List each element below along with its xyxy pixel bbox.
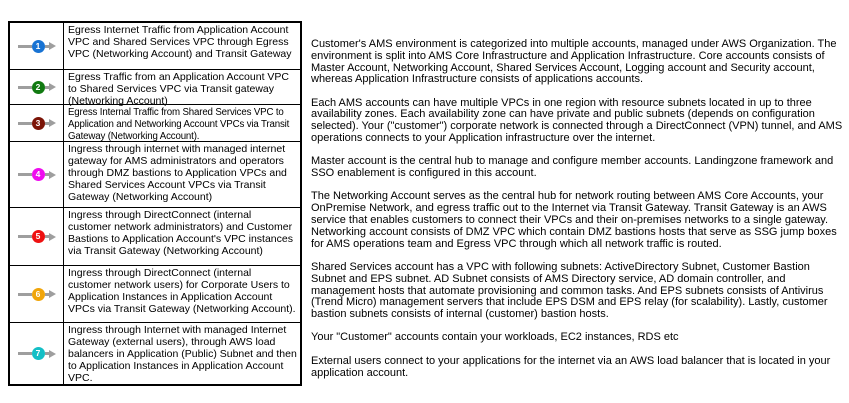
legend-description: Ingress through internet with managed internet gateway for AMS administrators and operators through DMZ bastions to Application VPCs and Shared Services Account VPCs via Transit Gateway (Networking Account) [68, 143, 287, 203]
traffic-legend-table [8, 21, 302, 386]
overview-paragraph: Master account is the central hub to manage and configure member accounts. Landingzone framework and SSO enablement is configured in this account. [311, 155, 834, 180]
legend-description: Egress Traffic from an Application Account VPC to Shared Services VPC via Transit gateway (Networking Account) [68, 71, 289, 107]
arrow-head [49, 290, 56, 298]
legend-row [10, 23, 300, 70]
overview-paragraph: Customer's AMS environment is categorized into multiple accounts, managed under AWS Organization. The environment is split into AMS Core Infrastructure and Application Infrastructure. Core accounts consists of Master Account, Networking Account, Shared Services Account, Logging account and Security account, whereas Application Infrastructure consists of applications accounts. [311, 38, 837, 86]
flow-arrow-icon [18, 347, 56, 360]
arrow-head [49, 350, 56, 358]
arrow-head [49, 233, 56, 241]
arrow-tail [18, 352, 32, 355]
legend-row [10, 266, 300, 323]
arrow-tail [18, 173, 32, 176]
overview-paragraph: External users connect to your applications for the internet via an AWS load balancer that is located in your application account. [311, 354, 831, 379]
legend-row [10, 105, 300, 142]
arrow-head [49, 83, 56, 91]
step-number-badge: 6 [32, 288, 45, 301]
arrow-tail [18, 86, 32, 89]
legend-description: Ingress through Internet with managed Internet Gateway (external users), through AWS load balancers in Application (Public) Subnet and then to Application Instances in Application Account VPC. [68, 324, 297, 384]
flow-arrow-icon [18, 288, 56, 301]
legend-icon-cell [10, 23, 64, 69]
arrow-tail [18, 293, 32, 296]
flow-arrow-icon [18, 40, 56, 53]
legend-icon-cell [10, 142, 64, 207]
arrow-tail [18, 122, 32, 125]
legend-description: Egress Internet Traffic from Application Account VPC and Shared Services VPC through Egress VPC (Networking Account) and Transit Gateway [68, 24, 292, 60]
overview-paragraph: Shared Services account has a VPC with following subnets: ActiveDirectory Subnet, Customer Bastion Subnet and EPS subnet. AD Subnet consists of AMS Directory service, AD domain controller, and management hosts that automate provisioning and common tasks. And EPS subnets consists of Antivirus (Trend Micro) management servers that include EPS DSM and EPS relay (for scalability). Lastly, customer bastion subnets consists of internal (customer) bastion hosts. [311, 260, 828, 321]
flow-arrow-icon [18, 81, 56, 94]
arrow-tail [18, 45, 32, 48]
legend-icon-cell [10, 323, 64, 384]
legend-icon-cell [10, 208, 64, 265]
legend-icon-cell [10, 70, 64, 104]
legend-description: Ingress through DirectConnect (internal customer network administrators) and Customer Bastions to Application Account's VPC instances via Transit Gateway (Networking Account) [68, 209, 293, 257]
overview-paragraph: The Networking Account serves as the central hub for network routing between AMS Core Accounts, your OnPremise Network, and egress traffic out to the Internet via Transit Gateway. Transit Gateway is an AWS service that enables customers to connect their VPCs and their on-premises networks to a single gateway. Networking account consists of DMZ VPC which contain DMZ bastions hosts that serve as SSG jump boxes for AMS operations team and Egress VPC through which all network traffic is routed. [311, 190, 837, 250]
legend-row [10, 208, 300, 266]
step-number-badge: 5 [32, 230, 45, 243]
arrow-head [49, 42, 56, 50]
legend-icon-cell [10, 266, 64, 322]
arrow-head [49, 119, 56, 127]
step-number-badge: 3 [32, 117, 45, 130]
overview-paragraph: Each AMS accounts can have multiple VPCs in one region with resource subnets located in up to three availability zones. Each availability zone can have private and public subnets (depends on configuration selected). Your ("customer") corporate network is connected through a DirectConnect (VPN) tunnel, and AMS operations connects to your Application infrastructure over the internet. [311, 96, 843, 145]
legend-row [10, 142, 300, 208]
flow-arrow-icon [18, 230, 56, 243]
step-number-badge: 4 [32, 168, 45, 181]
overview-paragraph: Your "Customer" accounts contain your workloads, EC2 instances, RDS etc [311, 331, 679, 344]
legend-description: Egress Internal Traffic from Shared Services VPC to Application and Networking Account VPCs via Transit Gateway (Networking Account). [68, 107, 290, 143]
legend-icon-cell [10, 105, 64, 141]
arrow-tail [18, 235, 32, 238]
flow-arrow-icon [18, 117, 56, 130]
legend-row [10, 70, 300, 105]
environment-overview-panel [311, 39, 845, 379]
legend-row [10, 323, 300, 384]
flow-arrow-icon [18, 168, 56, 181]
step-number-badge: 7 [32, 347, 45, 360]
step-number-badge: 2 [32, 81, 45, 94]
step-number-badge: 1 [32, 40, 45, 53]
arrow-head [49, 171, 56, 179]
legend-description: Ingress through DirectConnect (internal customer network users) for Corporate Users to Application Instances in Application Account VPCs via Transit Gateway (Networking Account). [68, 267, 296, 315]
